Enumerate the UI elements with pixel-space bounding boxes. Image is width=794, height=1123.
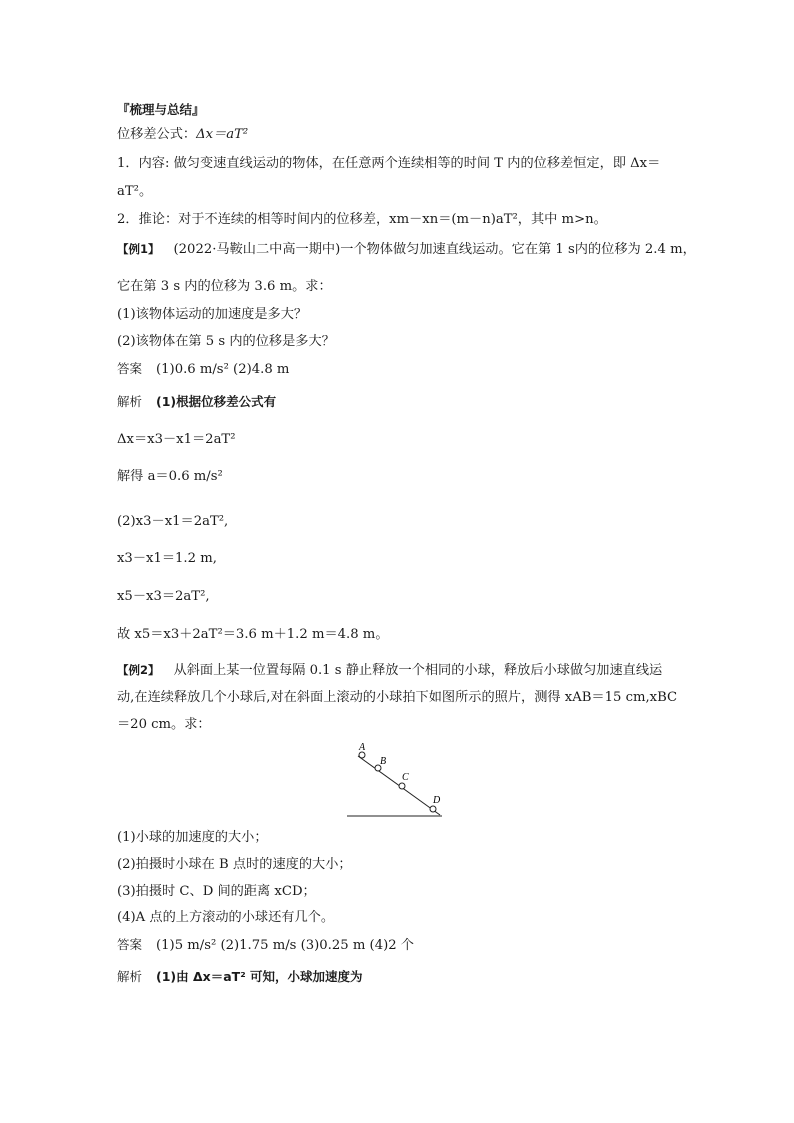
example1-step3: (2)x3－x1＝2aT²,	[117, 514, 229, 529]
summary-title: 『梳理与总结』	[117, 102, 205, 117]
example1-stem-line1	[117, 240, 696, 259]
example1-step6: 故 x5＝x3＋2aT²＝3.6 m＋1.2 m＝4.8 m。	[117, 627, 389, 642]
analysis-label: 解析	[117, 394, 143, 409]
ball-c	[399, 783, 405, 789]
example1-step4: x3－x1＝1.2 m,	[117, 551, 217, 566]
example2-question1: (1)小球的加速度的大小；	[117, 830, 268, 845]
answer-text: (1)0.6 m/s² (2)4.8 m	[156, 362, 290, 377]
label-b: B	[380, 756, 387, 767]
example2-stem-line1	[117, 661, 662, 680]
formula-label: 位移差公式：	[117, 127, 197, 142]
label-d: D	[433, 795, 441, 806]
formula-line	[117, 126, 248, 144]
example1-step2: 解得 a＝0.6 m/s²	[117, 469, 223, 484]
example2-analysis	[117, 968, 363, 987]
example1-stem-text: (2022·马鞍山二中高一期中)一个物体做匀加速直线运动。它在第 1 s内的位移为 2.4 m，	[173, 242, 696, 257]
example1-tag: 【例1】	[117, 242, 160, 256]
example1-question1: (1)该物体运动的加速度是多大？	[117, 307, 308, 322]
summary-point1-line1: 1．内容: 做匀变速直线运动的物体，在任意两个连续相等的时间 T 内的位移差恒定，即 Δx＝	[117, 156, 661, 171]
example1-step1: Δx＝x3－x1＝2aT²	[117, 432, 236, 447]
example1-analysis	[117, 393, 276, 412]
analysis-text: (1)由 Δx＝aT² 可知，小球加速度为	[156, 969, 363, 984]
ball-d	[430, 806, 436, 812]
label-c: C	[402, 772, 409, 783]
example2-question4: (4)A 点的上方滚动的小球还有几个。	[117, 910, 335, 925]
example2-answer	[117, 936, 414, 955]
summary-point1-line2: aT²。	[117, 184, 153, 199]
example2-stem-line2: 动,在连续释放几个小球后,对在斜面上滚动的小球拍下如图所示的照片，测得 xAB＝15 cm,xBC	[117, 690, 678, 705]
example2-question2: (2)拍摄时小球在 B 点时的速度的大小；	[117, 857, 352, 872]
example2-question3: (3)拍摄时 C、D 间的距离 xCD；	[117, 884, 316, 899]
example1-step5: x5－x3＝2aT²,	[117, 589, 210, 604]
incline-figure	[340, 738, 450, 822]
example2-stem-text: 从斜面上某一位置每隔 0.1 s 静止释放一个相同的小球，释放后小球做匀加速直线运	[173, 663, 663, 678]
example1-stem-line2: 它在第 3 s 内的位移为 3.6 m。求：	[117, 279, 332, 294]
example2-tag: 【例2】	[117, 663, 160, 677]
analysis-label: 解析	[117, 969, 143, 984]
answer-text: (1)5 m/s² (2)1.75 m/s (3)0.25 m (4)2 个	[156, 938, 414, 953]
formula: Δx＝aT²	[196, 127, 249, 142]
analysis-intro: (1)根据位移差公式有	[156, 394, 277, 409]
label-a: A	[359, 742, 366, 753]
example1-answer	[117, 360, 289, 379]
answer-label: 答案	[117, 361, 143, 376]
example2-stem-line3: ＝20 cm。求：	[117, 717, 211, 732]
answer-label: 答案	[117, 937, 143, 952]
summary-point2: 2．推论：对于不连续的相等时间内的位移差，xm－xn＝(m－n)aT²，其中 m>n。	[117, 212, 607, 227]
example1-question2: (2)该物体在第 5 s 内的位移是多大？	[117, 334, 335, 349]
